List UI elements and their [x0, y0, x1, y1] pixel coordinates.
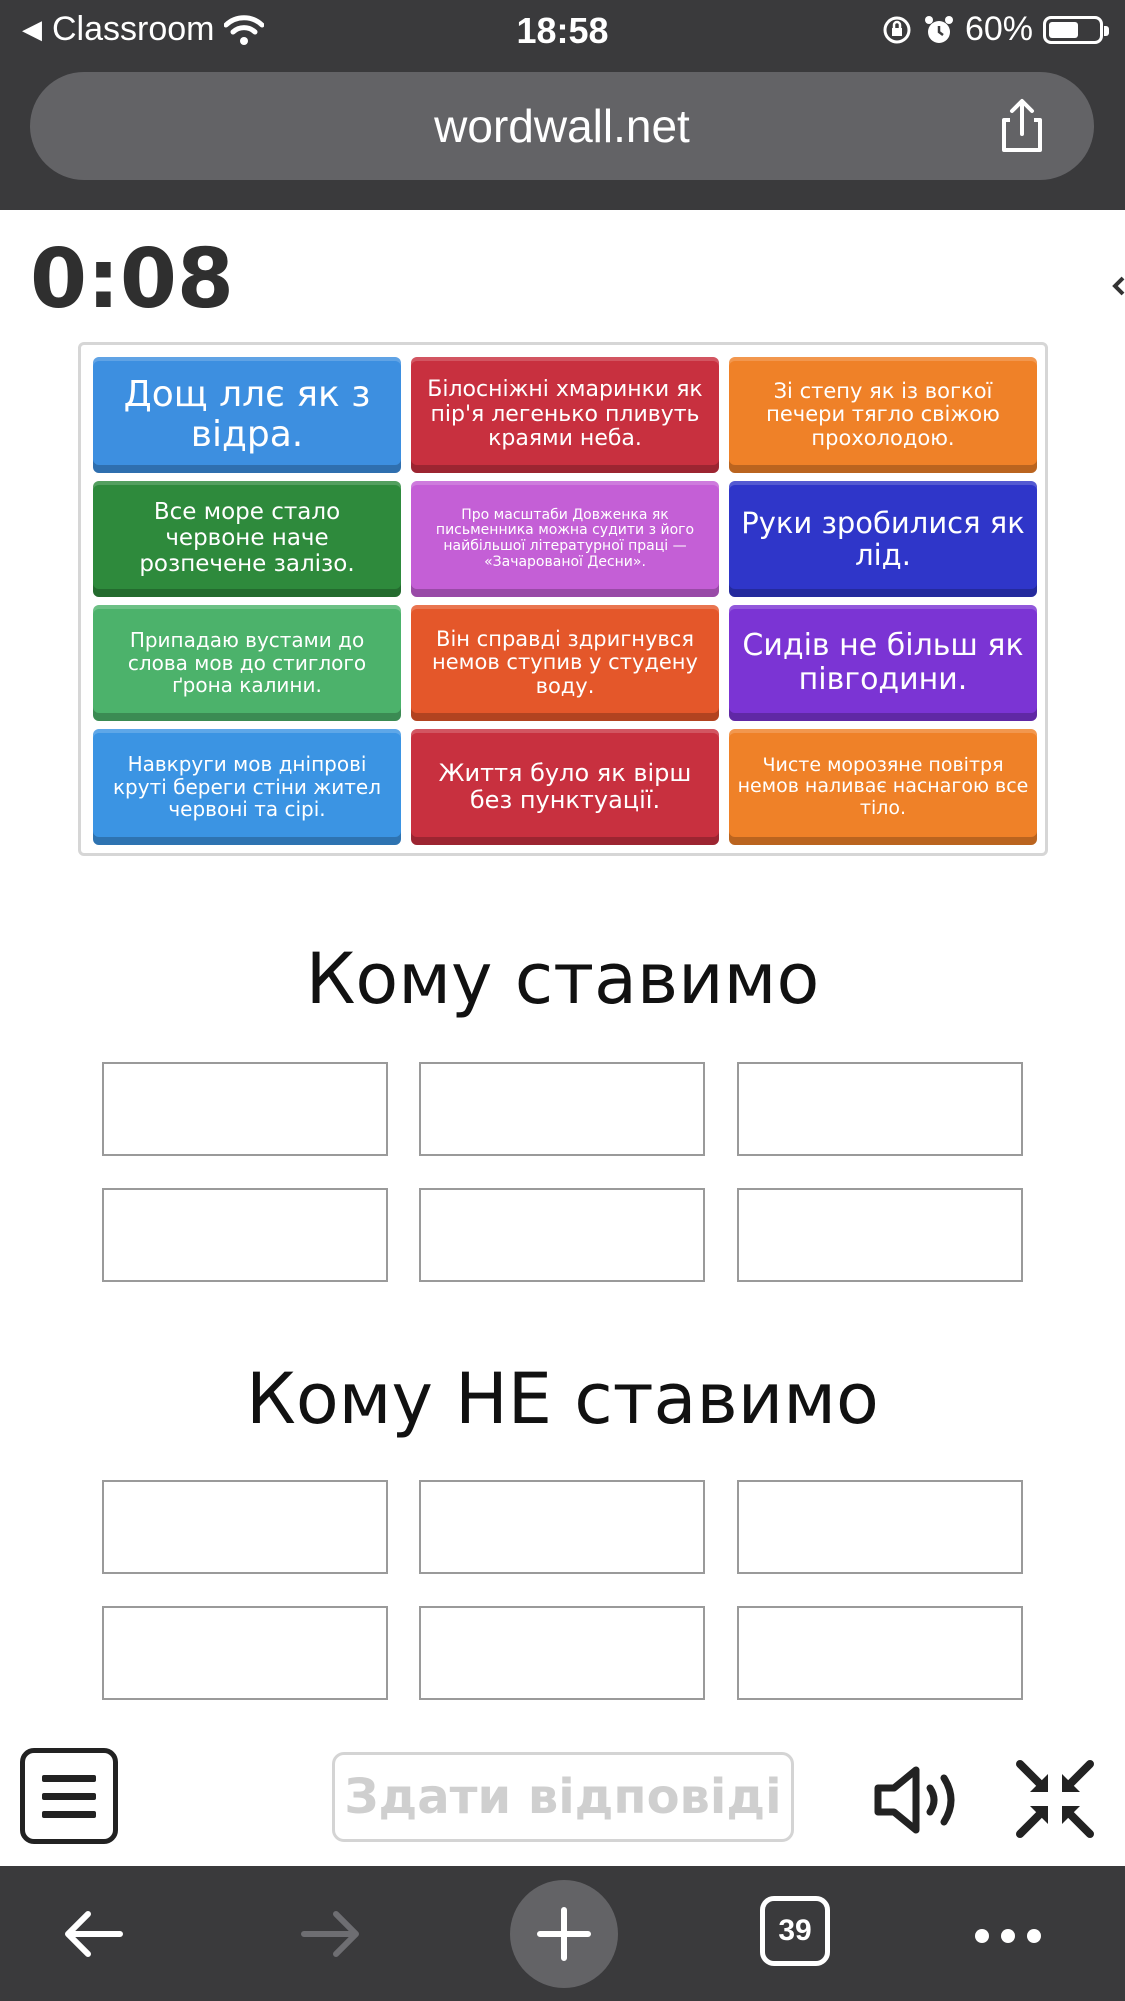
- more-icon[interactable]: [972, 1926, 1044, 1946]
- drop-slot[interactable]: [102, 1062, 388, 1156]
- drop-slot[interactable]: [737, 1062, 1023, 1156]
- battery-percent: 60%: [964, 10, 1033, 48]
- tile[interactable]: Дощ ллє як з відра.: [93, 357, 401, 473]
- back-arrow-icon[interactable]: [56, 1896, 132, 1972]
- tile[interactable]: Про масштаби Довженка як письменника можна судити з його найбільшої літературної праці — «Зачарованої Десни».: [411, 481, 719, 597]
- url-text: wordwall.net: [434, 100, 690, 152]
- drop-slot[interactable]: [102, 1480, 388, 1574]
- tile[interactable]: Білосніжні хмаринки як пір'я легенько пливуть краями неба.: [411, 357, 719, 473]
- address-bar[interactable]: [30, 72, 1094, 180]
- drop-slot[interactable]: [419, 1062, 705, 1156]
- tile[interactable]: Зі степу як із вогкої печери тягло свіжою прохолодою.: [729, 357, 1037, 473]
- group-heading-with-comma: Кому ставимо: [305, 938, 820, 1020]
- share-icon[interactable]: [992, 96, 1052, 156]
- chevron-icon[interactable]: [1109, 270, 1125, 300]
- tabs-icon[interactable]: [760, 1896, 830, 1966]
- tiles-tray: [78, 342, 1048, 856]
- drop-slot[interactable]: [737, 1188, 1023, 1282]
- timer: 0:08: [30, 232, 234, 327]
- tile[interactable]: Навкруги мов дніпрові круті береги стіни жител червоні та сірі.: [93, 729, 401, 845]
- game-area: [0, 210, 1125, 1866]
- back-triangle-icon: ◀: [22, 14, 42, 44]
- menu-icon[interactable]: [20, 1748, 118, 1844]
- forward-arrow-icon[interactable]: [292, 1896, 368, 1972]
- plus-icon: [510, 1880, 618, 1988]
- drop-slot[interactable]: [102, 1606, 388, 1700]
- tile[interactable]: Все море стало червоне наче розпечене залізо.: [93, 481, 401, 597]
- exit-fullscreen-icon[interactable]: [1012, 1756, 1098, 1842]
- orientation-lock-icon: [881, 14, 913, 46]
- speaker-icon[interactable]: [872, 1760, 964, 1840]
- drop-slot[interactable]: [419, 1480, 705, 1574]
- alarm-icon: [923, 14, 955, 46]
- new-tab-button[interactable]: [510, 1880, 618, 1988]
- drop-slot[interactable]: [419, 1606, 705, 1700]
- submit-answers-label: Здати відповіді: [344, 1769, 782, 1825]
- browser-toolbar: [0, 1866, 1125, 2001]
- drop-slot[interactable]: [102, 1188, 388, 1282]
- tile[interactable]: Припадаю вустами до слова мов до стиглого ґрона калини.: [93, 605, 401, 721]
- tile[interactable]: Руки зробилися як лід.: [729, 481, 1037, 597]
- tile[interactable]: Він справді здригнувся немов ступив у студену воду.: [411, 605, 719, 721]
- clock: 18:58: [516, 10, 609, 51]
- tile[interactable]: Чисте морозяне повітря немов наливає наснагою все тіло.: [729, 729, 1037, 845]
- drop-slot[interactable]: [737, 1480, 1023, 1574]
- drop-slot[interactable]: [419, 1188, 705, 1282]
- drop-slot[interactable]: [737, 1606, 1023, 1700]
- battery-icon: [1043, 16, 1103, 44]
- group-heading-no-comma: Кому НЕ ставимо: [246, 1358, 879, 1440]
- status-bar: [0, 0, 1125, 64]
- tile[interactable]: Сидів не більш як півгодини.: [729, 605, 1037, 721]
- tile[interactable]: Життя було як вірш без пунктуації.: [411, 729, 719, 845]
- back-app-label: Classroom: [52, 10, 215, 48]
- submit-answers-button[interactable]: [332, 1752, 794, 1842]
- tab-count: 39: [778, 1914, 812, 1947]
